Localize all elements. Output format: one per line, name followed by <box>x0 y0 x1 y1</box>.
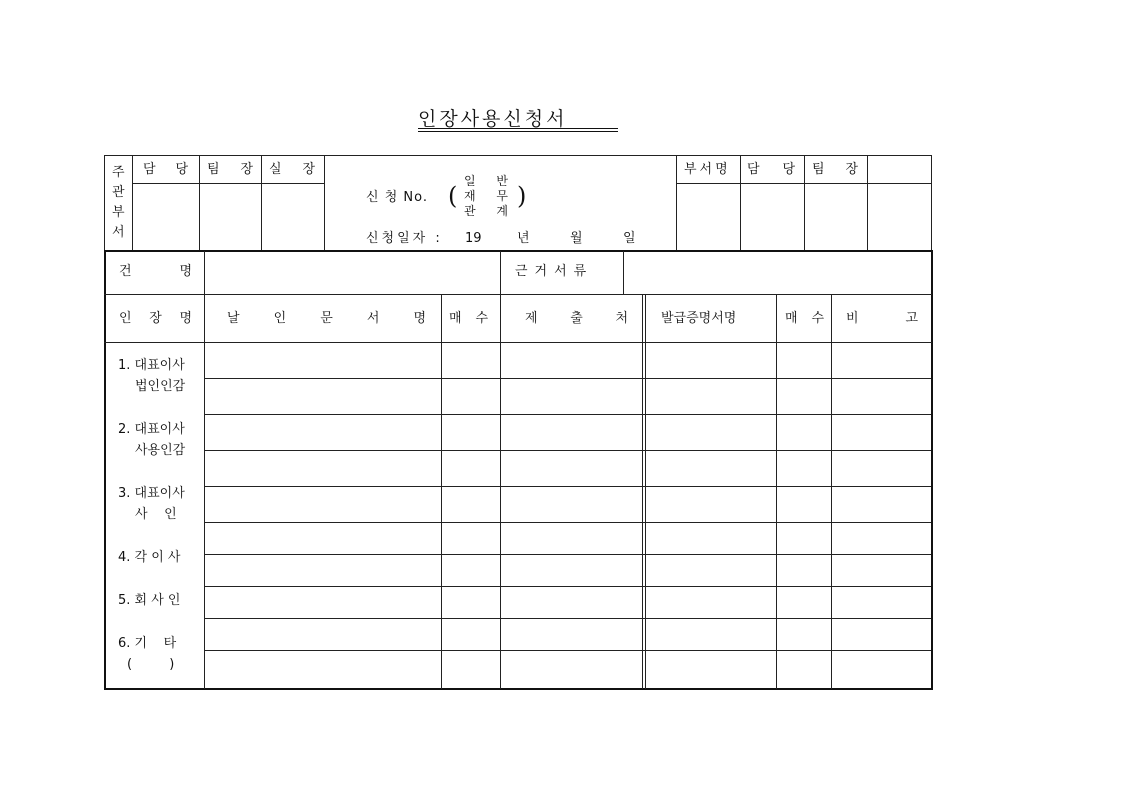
col-line <box>623 251 624 295</box>
header-submit-to: 제 출 처 <box>525 311 628 326</box>
page-title: 인장사용신청서 <box>418 108 568 130</box>
header-count: 매 수 <box>449 311 488 326</box>
approval-col-team-lead: 팀 장 <box>207 162 253 177</box>
grid-line <box>132 183 324 184</box>
seal-item-label: 1. 대표이사 <box>118 358 185 373</box>
header-count-2: 매 수 <box>785 311 824 326</box>
seal-item-label: 6. 기 타 <box>118 636 177 651</box>
main-table-bottom <box>104 688 933 690</box>
seal-item-label: 2. 대표이사 <box>118 422 185 437</box>
header-remarks: 비 고 <box>846 311 918 326</box>
grid-line <box>867 155 868 251</box>
date-unit-day: 일 <box>623 231 636 246</box>
grid-line <box>740 155 741 251</box>
grid-line <box>676 155 677 251</box>
row-line <box>204 486 931 487</box>
seal-item-sublabel: 법인인감 <box>135 379 186 394</box>
col-line-double <box>645 294 646 689</box>
evidence-docs-label: 근거서류 <box>515 264 594 279</box>
grid-line <box>132 155 133 251</box>
grid-line <box>324 155 325 251</box>
col-line <box>776 294 777 689</box>
col-line <box>500 294 501 689</box>
seal-item-label: 5. 회 사 인 <box>118 593 181 608</box>
header-box-top <box>104 155 932 156</box>
approval-col-director: 실 장 <box>269 162 315 177</box>
category-general: 일 반 <box>464 174 508 188</box>
seal-item-sublabel: ( ) <box>127 657 175 672</box>
seal-item-label: 4. 각 이 사 <box>118 550 181 565</box>
header-box-left <box>104 155 105 251</box>
main-table-right <box>931 250 933 690</box>
seal-item-sublabel: 사용인감 <box>135 443 186 458</box>
col-line <box>441 294 442 689</box>
grid-line <box>261 155 262 251</box>
header-box-right <box>931 155 932 251</box>
application-date-year: 19 <box>465 231 482 246</box>
header-cert-document: 발급증명서명 <box>661 311 737 326</box>
row-line <box>104 294 932 295</box>
col-line <box>642 294 643 689</box>
row-line <box>104 342 932 343</box>
approval-right-dept-name: 부서명 <box>684 162 731 177</box>
grid-line <box>676 183 931 184</box>
category-open-paren: ( <box>448 182 458 210</box>
dept-label-char: 관 <box>112 185 125 200</box>
row-line <box>204 450 931 451</box>
approval-right-staff: 담 당 <box>747 162 795 177</box>
seal-item-sublabel: 사 인 <box>135 507 177 522</box>
main-table-left <box>104 250 106 690</box>
col-line <box>831 294 832 689</box>
col-line <box>500 251 501 295</box>
grid-line <box>199 155 200 251</box>
category-close-paren: ) <box>517 182 527 210</box>
approval-col-staff: 담 당 <box>143 162 188 177</box>
dept-label-char: 부 <box>112 205 125 220</box>
header-sealed-document: 날 인 문 서 명 <box>227 311 426 326</box>
date-unit-year: 년 <box>517 231 530 246</box>
seal-item-label: 3. 대표이사 <box>118 486 185 501</box>
row-line <box>204 414 931 415</box>
application-number-label: 신 청 No. <box>366 190 428 205</box>
category-relations: 관 계 <box>464 204 508 218</box>
approval-right-team-lead: 팀 장 <box>812 162 858 177</box>
header-seal-name: 인 장 명 <box>119 311 192 326</box>
row-line <box>204 650 931 651</box>
subject-label: 건 명 <box>119 264 192 279</box>
grid-line <box>804 155 805 251</box>
row-line <box>204 618 931 619</box>
dept-label-char: 주 <box>112 165 125 180</box>
application-date-label: 신청일자 : <box>366 231 443 246</box>
date-unit-month: 월 <box>570 231 583 246</box>
category-finance: 재 무 <box>464 189 508 203</box>
main-table-top <box>104 250 933 252</box>
title-underline <box>418 128 618 129</box>
dept-label-char: 서 <box>112 225 125 240</box>
col-line <box>204 251 205 689</box>
row-line <box>204 378 931 379</box>
row-line <box>204 522 931 523</box>
title-underline-second <box>418 131 618 132</box>
row-line <box>204 586 931 587</box>
row-line <box>204 554 931 555</box>
